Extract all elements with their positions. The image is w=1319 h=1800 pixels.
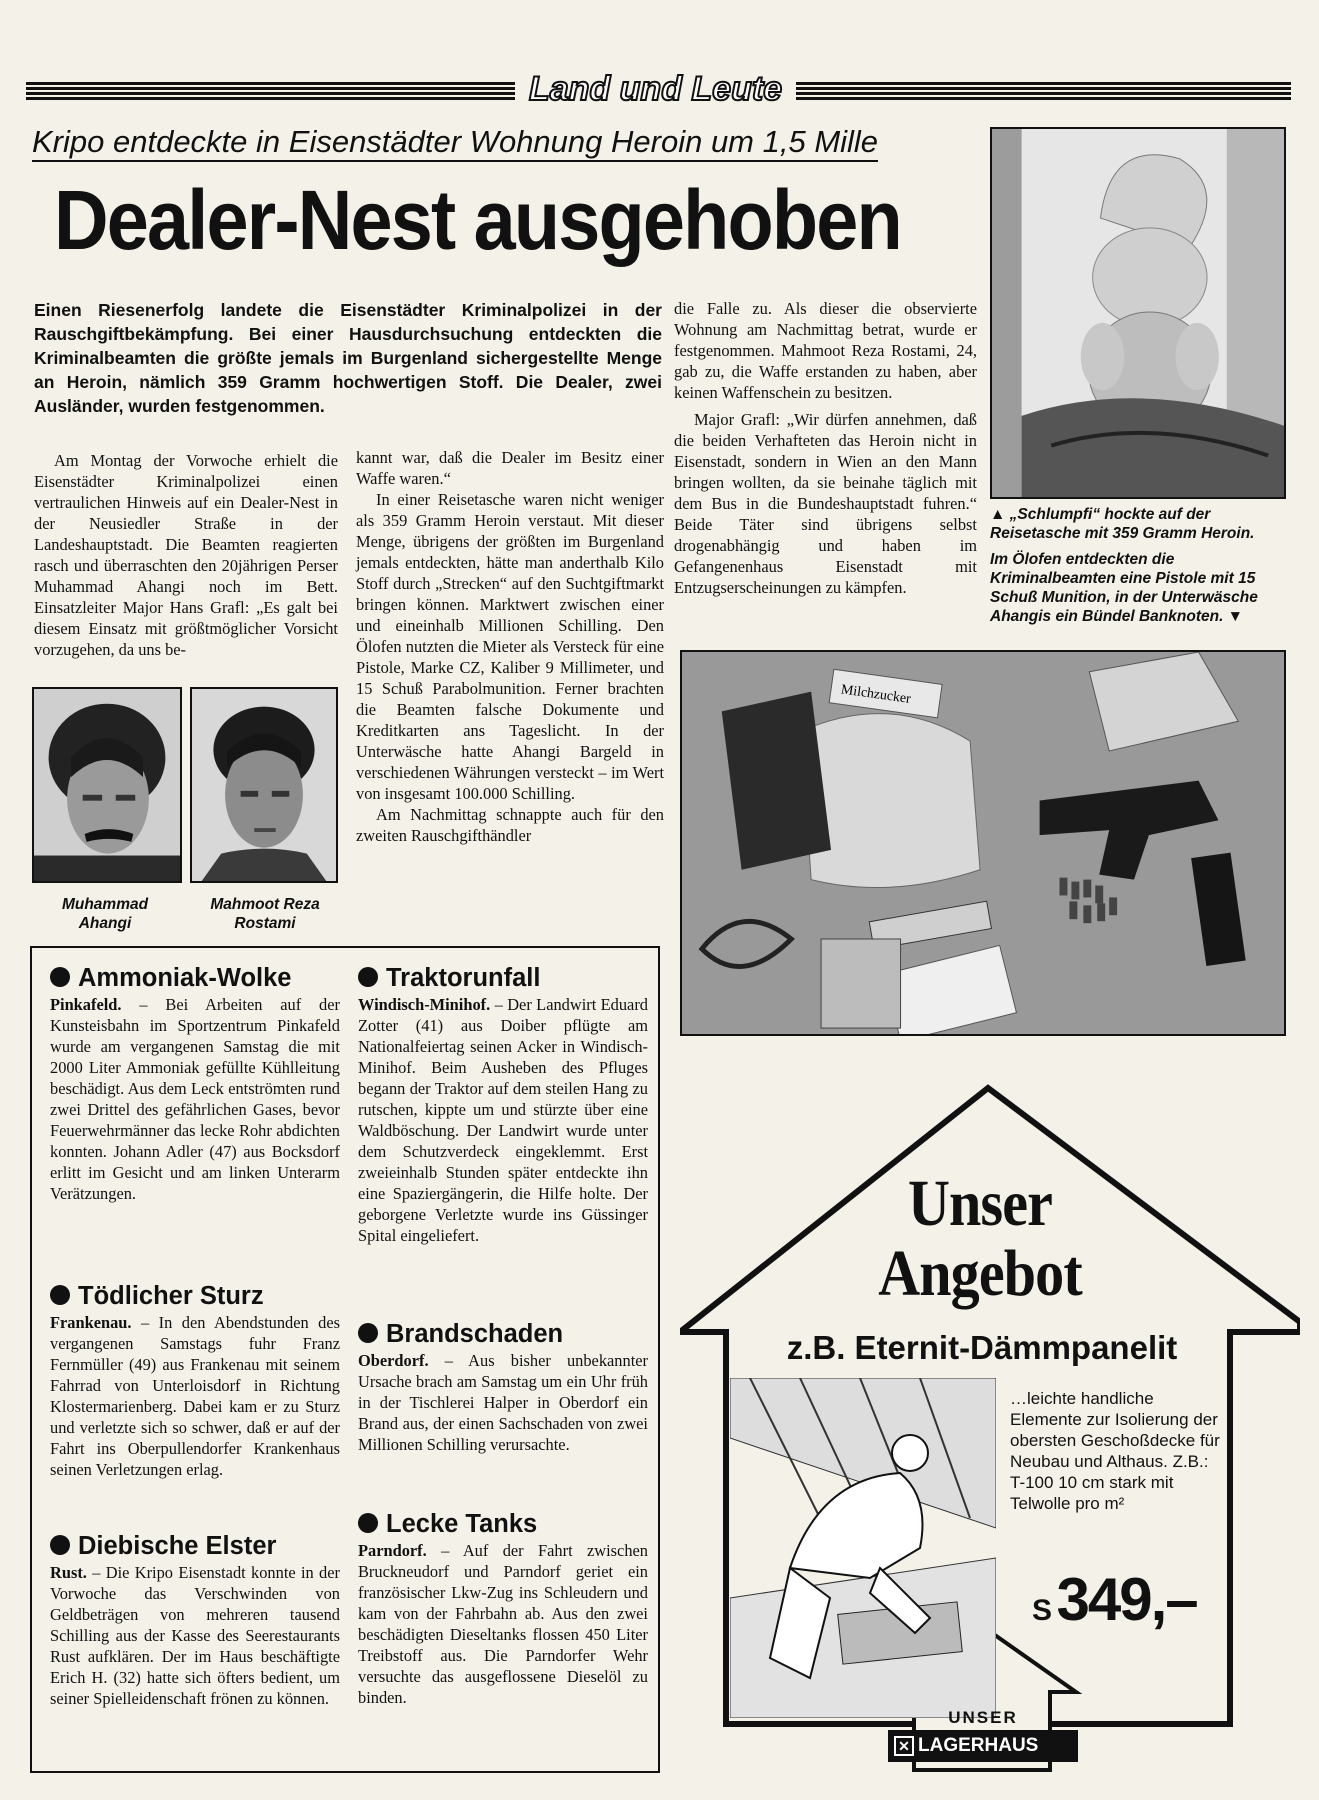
mugshot-caption: Muhammad Ahangi [61, 896, 149, 932]
section-title: Land und Leute [515, 66, 796, 112]
article-lead: Einen Riesenerfolg landete die Eisenstädter Kriminalpolizei in der Rauschgiftbekämpfung. Bei einer Hausdurchsuchung entdeckten die Kriminalbeamten die größte jemals im Burgenland sichergestellte Menge an Heroin, nämlich 359 Gramm hochwertigen Stoff. Die Dealer, zwei Ausländer, wurden festgenommen. [34, 300, 662, 416]
article-paragraph: Am Montag der Vorwoche erhielt die Eisenstädter Kriminalpolizei einen vertraulichen Hinweis auf ein Dealer-Nest in der Neusiedler Straße in der Landeshauptstadt. Die Beamten reagierten rasch und überraschten den 20jährigen Perser Muhammad Ahangi noch im Bett. Einsatzleiter Major Hans Grafl: „Es galt bei diesem Einsatz mit größtmöglicher Vorsicht vorzugehen, da uns be- [34, 451, 338, 659]
photo-caption-evidence: Im Ölofen entdeckten die Kriminalbeamten eine Pistole mit 15 Schuß Munition, in der Unterwäsche Ahangis ein Bündel Banknoten. ▼ [990, 551, 1258, 625]
ad-brand-top: UNSER [948, 1708, 1018, 1727]
news-heading: Diebische Elster [50, 1530, 340, 1562]
ad-description: …leichte handliche Elemente zur Isolierung der obersten Geschoßdecke für Neubau und Althaus. Z.B.: T-100 10 cm stark mit Telwolle pro m² [1010, 1389, 1220, 1513]
photo-schlumpfi [990, 127, 1286, 499]
lagerhaus-mark-icon: ✕ [894, 1736, 914, 1756]
advertisement [680, 1080, 1300, 1780]
news-heading: Ammoniak-Wolke [50, 962, 340, 994]
article-column-1 [34, 450, 338, 660]
photo-package-label: Milchzucker [839, 682, 912, 707]
article-column-3 [674, 298, 977, 598]
photo-caption-schlumpfi: ▲ „Schlumpfi“ hockte auf der Reisetasche mit 359 Gramm Heroin. [990, 506, 1255, 542]
article-column-2 [356, 447, 664, 846]
news-item [50, 1530, 340, 1709]
news-heading: Lecke Tanks [358, 1508, 648, 1540]
news-heading: Traktorunfall [358, 962, 648, 994]
article-paragraph: In einer Reisetasche waren nicht weniger als 359 Gramm Heroin verstaut. Mit dieser Menge, übrigens der größten im Burgenland jemals entdeckten, hätte man anderthalb Kilo Stoff durch „Strecken“ auf den Suchtgiftmarkt bringen können. Marktwert zwischen einer und eineinhalb Millionen Schilling. Den Ölofen nutzten die Mieter als Versteck für eine Pistole, Marke CZ, Kaliber 9 Millimeter, und 15 Schuß Parabolmunition. Ferner brachten die Beamten falsche Dokumente und Kreditkarten ans Tageslicht. In der Unterwäsche hatte Ahangi Bargeld in verschiedenen Währungen versteckt – im Wert von insgesamt 100.000 Schilling. [356, 490, 664, 803]
bullet-icon [50, 1535, 70, 1555]
article-kicker: Kripo entdeckte in Eisenstädter Wohnung Heroin um 1,5 Mille [32, 124, 878, 162]
bullet-icon [358, 1323, 378, 1343]
photo-evidence [680, 650, 1286, 1036]
news-heading: Tödlicher Sturz [50, 1280, 340, 1312]
news-text: Pinkafeld. – Bei Arbeiten auf der Kunsteisbahn im Sportzentrum Pinkafeld wurde am vergangenen Samstag die mit 2000 Liter Ammoniak gefüllte Kühlleitung beschädigt. Aus dem Leck entströmten rund zwei Drittel des gefährlichen Gases, bevor Feuerwehrmänner das lecke Rohr abdichten konnten. Johann Adler (47) aus Bocksdorf erlitt im Gesicht und am linken Unterarm Verätzungen. [50, 995, 340, 1203]
article-paragraph: die Falle zu. Als dieser die observierte Wohnung am Nachmittag betrat, wurde er festgenommen. Mahmoot Reza Rostami, 24, gab zu, die Waffe erstanden zu haben, aber keinen Waffenschein zu besitzen. [674, 299, 977, 402]
ad-product: z.B. Eternit-Dämmpanelit [786, 1329, 1178, 1366]
mugshot-caption: Mahmoot Reza Rostami [210, 896, 320, 932]
news-item [50, 962, 340, 1204]
article-paragraph: Am Nachmittag schnappte auch für den zweiten Rauschgifthändler [356, 805, 664, 845]
bullet-icon [358, 1513, 378, 1533]
news-heading: Brandschaden [358, 1318, 648, 1350]
news-text: Parndorf. – Auf der Fahrt zwischen Bruckneudorf und Parndorf geriet ein französischer Lkw-Zug ins Schleudern und kam von der Fahrbahn ab. Aus den zwei beschädigten Dieseltanks flossen 450 Liter Treibstoff aus. Die Parndorfer Wehr versuchte das ausgeflossene Dieselöl zu binden. [358, 1541, 648, 1707]
news-text: Rust. – Die Kripo Eisenstadt konnte in der Vorwoche das Verschwinden von Geldbeträgen von mehreren tausend Schilling aus der Kasse des Seerestaurants Rust aufklären. Der im Haus beschäftigte Erich H. (32) hatte sich öfters bedient, um seiner Spielleidenschaft frönen zu können. [50, 1563, 340, 1708]
ad-price-value: 349,– [1056, 1566, 1197, 1633]
news-item [358, 1318, 648, 1455]
news-item [50, 1280, 340, 1480]
worker-illustration [730, 1378, 996, 1718]
mugshot-ahangi [32, 687, 182, 883]
lagerhaus-logo: ✕ LAGERHAUS [888, 1730, 1078, 1762]
article-headline: Dealer-Nest ausgehoben [54, 173, 901, 267]
news-item [358, 1508, 648, 1708]
ad-title-line-1: Unser [907, 1167, 1053, 1240]
article-paragraph: kannt war, daß die Dealer im Besitz einer Waffe waren.“ [356, 448, 664, 488]
ad-price [1032, 1566, 1232, 1646]
bullet-icon [50, 1285, 70, 1305]
ad-title-line-2: Angebot [878, 1237, 1082, 1310]
news-item [358, 962, 648, 1246]
bullet-icon [50, 967, 70, 987]
news-text: Frankenau. – In den Abendstunden des vergangenen Samstags fuhr Franz Fernmüller (49) aus Frankenau mit seinem Fahrrad von Unterloisdorf in Richtung Klostermarienberg. Dabei kam er zu Sturz und verletzte sich so schwer, daß er auf der Fahrt ins Oberpullendorfer Krankenhaus seinen Verletzungen erlag. [50, 1313, 340, 1479]
news-text: Windisch-Minihof. – Der Landwirt Eduard Zotter (41) aus Doiber pflügte am Nationalfeiertag seinen Acker in Windisch-Minihof. Beim Ausheben des Pfluges begann der Traktor auf dem steilen Hang zu rutschen, kippte um und stürzte über eine Waldböschung. Der Landwirt wurde unter dem Schutzverdeck eingeklemmt. Erst zweieinhalb Stunden später entdeckte ihn eine Spaziergängerin, die Hilfe holte. Der geborgene Verletzte wurde ins Güssinger Spital eingeliefert. [358, 995, 648, 1245]
news-text: Oberdorf. – Aus bisher unbekannter Ursache brach am Samstag um ein Uhr früh in der Tischlerei Halper in Oberdorf ein Brand aus, der einen Sachschaden von zwei Millionen Schilling verursachte. [358, 1351, 648, 1454]
mugshot-rostami [190, 687, 338, 883]
bullet-icon [358, 967, 378, 987]
article-paragraph: Major Grafl: „Wir dürfen annehmen, daß die beiden Verhafteten das Heroin nicht in Eisenstadt, sondern in Wien an den Mann bringen wollten, da sie beinahe täglich mit dem Bus in die Bundeshauptstadt fuhren.“ Beide Täter sind übrigens selbst drogenabhängig und haben im Gefangenenhaus Eisenstadt mit Entzugserscheinungen zu kämpfen. [674, 410, 977, 597]
ad-currency: S [1032, 1594, 1053, 1627]
